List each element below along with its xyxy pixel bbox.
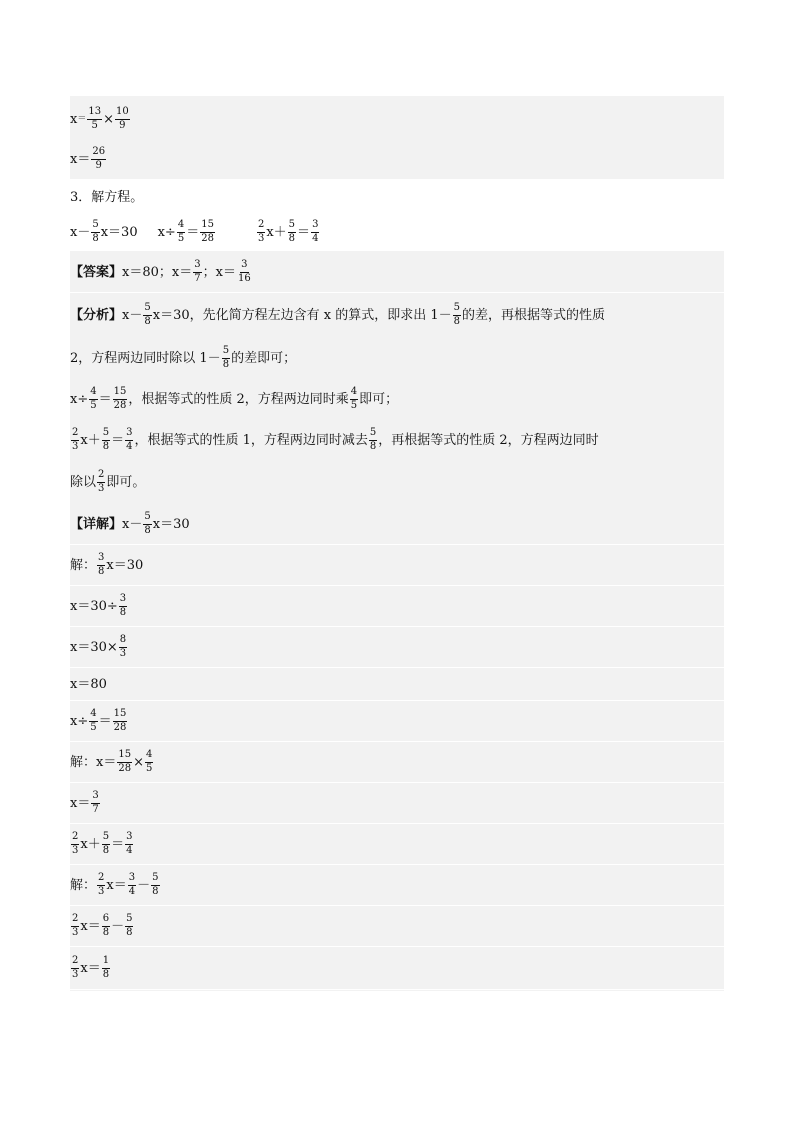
text: － xyxy=(137,877,151,893)
numerator: 5 xyxy=(288,220,296,233)
numerator: 3 xyxy=(125,832,133,845)
numerator: 5 xyxy=(453,303,461,316)
denominator: 8 xyxy=(144,524,151,536)
text: x－ xyxy=(122,516,143,532)
text: × xyxy=(133,754,144,770)
numerator: 15 xyxy=(113,387,128,400)
numerator: 6 xyxy=(102,914,110,927)
denominator: 5 xyxy=(90,721,97,733)
text: x－ xyxy=(70,224,91,240)
numerator: 3 xyxy=(240,260,248,273)
denominator: 7 xyxy=(92,803,99,815)
numerator: 5 xyxy=(125,914,133,927)
fraction xyxy=(177,220,185,244)
detail-line-1 xyxy=(70,504,724,545)
fraction xyxy=(311,220,319,244)
text: ＝ xyxy=(98,391,112,407)
denominator: 8 xyxy=(119,606,127,618)
text: ＝ xyxy=(98,713,112,729)
fraction xyxy=(87,107,102,131)
text: 2，方程两边同时除以 1－ xyxy=(70,350,221,366)
text: x＝30× xyxy=(70,639,118,655)
fraction xyxy=(125,428,133,452)
denominator: 28 xyxy=(118,762,132,774)
fraction xyxy=(453,303,461,327)
denominator: 16 xyxy=(237,272,251,284)
detail-line-2 xyxy=(70,545,724,586)
fraction xyxy=(102,832,110,856)
denominator: 3 xyxy=(257,232,265,244)
text: x＝80；x＝ xyxy=(122,264,193,280)
denominator: 3 xyxy=(72,968,79,980)
denominator: 8 xyxy=(92,232,99,244)
numerator: 26 xyxy=(91,147,106,160)
text: 的差即可； xyxy=(231,350,297,366)
fraction xyxy=(288,220,296,244)
detail-line-4 xyxy=(70,627,724,668)
denominator: 4 xyxy=(126,844,133,856)
fraction xyxy=(91,147,106,171)
denominator: 5 xyxy=(350,399,358,411)
text: x－ xyxy=(122,307,143,323)
fraction xyxy=(145,750,153,774)
numerator: 3 xyxy=(193,260,201,273)
question-3-equations xyxy=(70,214,724,250)
numerator: 4 xyxy=(177,220,185,233)
numerator: 2 xyxy=(71,428,79,441)
numerator: 5 xyxy=(369,428,377,441)
text: x＋ xyxy=(80,836,101,852)
fraction xyxy=(350,387,358,411)
line-x-26-9 xyxy=(70,139,724,180)
text: ，根据等式的性质 1，方程两边同时减去 xyxy=(134,432,368,448)
denominator: 8 xyxy=(288,232,296,244)
fraction xyxy=(151,873,159,897)
detail-line-7 xyxy=(70,742,724,783)
text: － xyxy=(111,918,125,934)
fraction xyxy=(119,635,127,659)
text: x＋ xyxy=(80,432,101,448)
denominator: 8 xyxy=(102,844,110,856)
numerator: 1 xyxy=(102,956,110,969)
numerator: 8 xyxy=(119,635,127,648)
fraction xyxy=(71,832,79,856)
analysis-line-1 xyxy=(70,294,724,336)
text: 即可； xyxy=(359,391,399,407)
text: x＝ xyxy=(80,960,101,976)
text: x÷ xyxy=(157,224,176,240)
fraction xyxy=(125,914,133,938)
fraction xyxy=(143,512,151,536)
numerator: 4 xyxy=(350,387,358,400)
text: 即可。 xyxy=(106,474,146,490)
denominator: 3 xyxy=(72,926,79,938)
numerator: 15 xyxy=(117,750,132,763)
denominator: 5 xyxy=(177,232,185,244)
denominator: 8 xyxy=(102,968,110,980)
text: x＝30 xyxy=(106,557,144,573)
text: x＝30 xyxy=(100,224,138,240)
detail-line-5 xyxy=(70,668,724,701)
numerator: 5 xyxy=(102,832,110,845)
numerator: 2 xyxy=(71,914,79,927)
detail-line-3 xyxy=(70,586,724,627)
text: 除以 xyxy=(70,474,97,490)
numerator: 4 xyxy=(89,387,97,400)
text: ＝ xyxy=(186,224,200,240)
fraction xyxy=(71,914,79,938)
fraction xyxy=(113,387,128,411)
denominator: 28 xyxy=(113,721,127,733)
text: × xyxy=(103,111,114,127)
numerator: 4 xyxy=(89,709,97,722)
numerator: 2 xyxy=(97,873,105,886)
denominator: 4 xyxy=(312,232,319,244)
line-x-13-5-times-10-9 xyxy=(70,99,724,140)
numerator: 3 xyxy=(97,553,105,566)
numerator: 5 xyxy=(143,303,151,316)
fraction xyxy=(115,107,130,131)
fraction xyxy=(119,594,127,618)
numerator: 2 xyxy=(257,220,265,233)
numerator: 5 xyxy=(151,873,159,886)
text: x＝ xyxy=(106,877,127,893)
denominator: 8 xyxy=(369,440,377,452)
fraction xyxy=(97,470,105,494)
text: ＝ xyxy=(77,151,91,167)
text: ＝ xyxy=(77,113,87,124)
fraction xyxy=(125,832,133,856)
fraction xyxy=(91,791,99,815)
analysis-tag: 【分析】 xyxy=(70,307,123,323)
numerator: 3 xyxy=(311,220,319,233)
fraction xyxy=(97,873,105,897)
numerator: 5 xyxy=(143,512,151,525)
denominator: 3 xyxy=(119,647,127,659)
detail-line-8 xyxy=(70,783,724,824)
text: ，根据等式的性质 2，方程两边同时乘 xyxy=(128,391,349,407)
denominator: 3 xyxy=(98,885,105,897)
analysis-line-4 xyxy=(70,420,724,460)
text: ；x＝ xyxy=(202,264,236,280)
denominator: 8 xyxy=(222,358,230,370)
fraction xyxy=(200,220,215,244)
numerator: 3 xyxy=(119,594,127,607)
fraction xyxy=(369,428,377,452)
denominator: 5 xyxy=(145,762,153,774)
fraction xyxy=(102,428,110,452)
detail-line-9 xyxy=(70,824,724,865)
text: ＝ xyxy=(297,224,311,240)
fraction xyxy=(113,709,128,733)
detail-tag: 【详解】 xyxy=(70,516,123,532)
text: x＝30 xyxy=(152,516,190,532)
answer-tag: 【答案】 xyxy=(70,264,123,280)
fraction xyxy=(117,750,132,774)
text: x＝80 xyxy=(70,676,107,692)
denominator: 8 xyxy=(144,315,151,327)
denominator: 9 xyxy=(95,159,102,171)
text: x xyxy=(70,151,78,167)
text: x＝30÷ xyxy=(70,598,118,614)
text: 解： xyxy=(70,877,97,893)
numerator: 3 xyxy=(128,873,136,886)
numerator: 5 xyxy=(91,220,99,233)
fraction xyxy=(89,709,97,733)
numerator: 15 xyxy=(113,709,128,722)
fraction xyxy=(128,873,136,897)
denominator: 5 xyxy=(90,399,97,411)
numerator: 3 xyxy=(91,791,99,804)
text: x÷ xyxy=(70,713,89,729)
analysis-line-2 xyxy=(70,338,724,378)
text: x＝ xyxy=(70,795,91,811)
fraction xyxy=(71,956,79,980)
fraction xyxy=(257,220,265,244)
fraction xyxy=(102,914,110,938)
fraction xyxy=(143,303,151,327)
analysis-line-5 xyxy=(70,462,724,502)
fraction xyxy=(193,260,201,284)
detail-line-10 xyxy=(70,865,724,906)
denominator: 3 xyxy=(98,482,105,494)
text: x＋ xyxy=(266,224,287,240)
denominator: 5 xyxy=(91,119,98,131)
numerator: 5 xyxy=(102,428,110,441)
question-title: 3．解方程。 xyxy=(70,189,144,205)
numerator: 2 xyxy=(71,956,79,969)
denominator: 8 xyxy=(152,885,159,897)
answer-line xyxy=(70,252,724,293)
numerator: 5 xyxy=(222,346,230,359)
denominator: 8 xyxy=(102,440,110,452)
denominator: 7 xyxy=(194,272,201,284)
denominator: 4 xyxy=(128,885,136,897)
numerator: 2 xyxy=(97,470,105,483)
fraction xyxy=(89,387,97,411)
denominator: 8 xyxy=(453,315,460,327)
text: x＝ xyxy=(80,918,101,934)
text: ，再根据等式的性质 2，方程两边同时 xyxy=(378,432,599,448)
detail-line-12 xyxy=(70,947,724,990)
denominator: 4 xyxy=(126,440,133,452)
detail-line-6 xyxy=(70,701,724,742)
text: 解： xyxy=(70,557,97,573)
fraction xyxy=(102,956,110,980)
fraction xyxy=(222,346,230,370)
text: ＝ xyxy=(111,432,125,448)
numerator: 13 xyxy=(87,107,102,120)
fraction xyxy=(91,220,99,244)
denominator: 9 xyxy=(119,119,126,131)
text: x÷ xyxy=(70,391,89,407)
detail-line-11 xyxy=(70,906,724,947)
denominator: 28 xyxy=(113,399,127,411)
denominator: 8 xyxy=(102,926,110,938)
denominator: 8 xyxy=(126,926,133,938)
question-3-heading xyxy=(70,182,724,212)
denominator: 28 xyxy=(201,232,214,244)
numerator: 3 xyxy=(125,428,133,441)
text: x xyxy=(70,111,78,127)
denominator: 3 xyxy=(72,844,79,856)
text: 解：x＝ xyxy=(70,754,117,770)
numerator: 4 xyxy=(145,750,153,763)
fraction xyxy=(237,260,252,284)
numerator: 15 xyxy=(200,220,215,233)
text: x＝30，先化简方程左边含有 x 的算式，即求出 1－ xyxy=(152,307,452,323)
analysis-line-3 xyxy=(70,380,724,418)
denominator: 8 xyxy=(98,565,105,577)
denominator: 3 xyxy=(72,440,79,452)
text: ＝ xyxy=(111,836,125,852)
numerator: 2 xyxy=(71,832,79,845)
text: 的差，再根据等式的性质 xyxy=(461,307,605,323)
fraction xyxy=(97,553,105,577)
fraction xyxy=(71,428,79,452)
numerator: 10 xyxy=(115,107,130,120)
